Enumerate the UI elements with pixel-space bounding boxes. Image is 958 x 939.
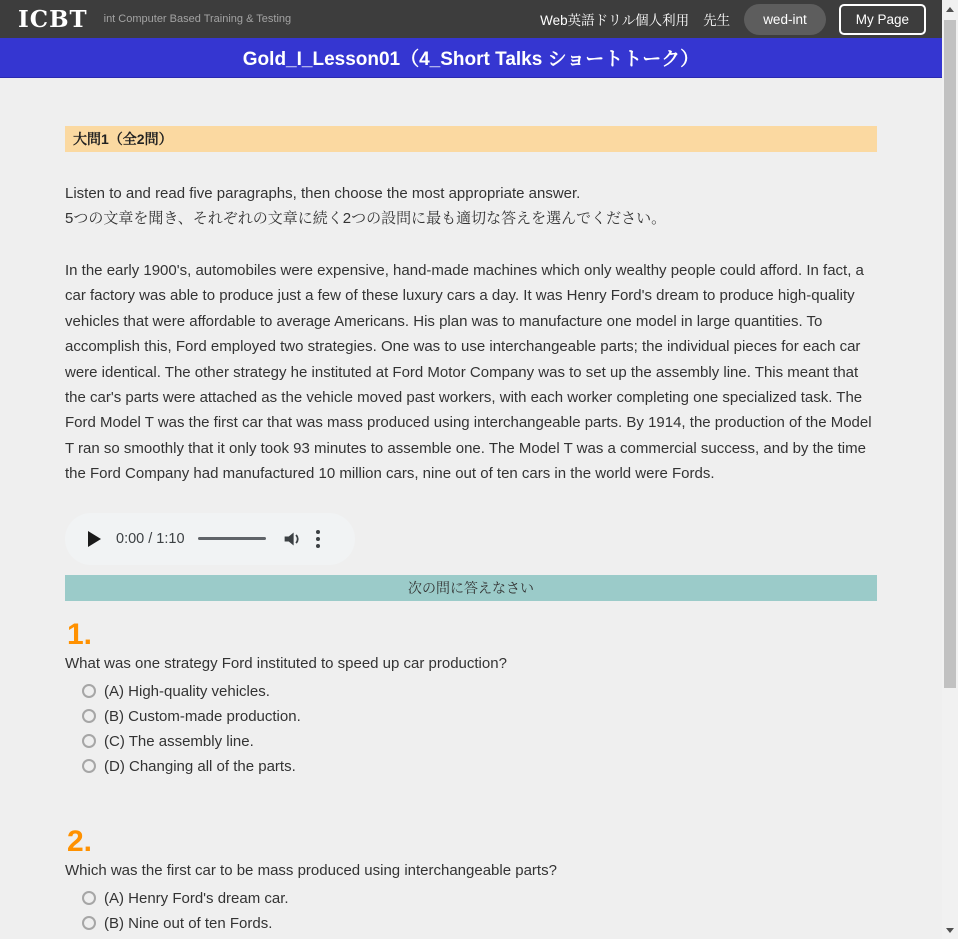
header-right-group <box>540 4 926 35</box>
option-label: (A) Henry Ford's dream car. <box>104 889 289 907</box>
kebab-dot <box>316 537 320 541</box>
option-q2-b[interactable] <box>65 911 877 936</box>
scrollbar-down-arrow[interactable] <box>942 922 958 938</box>
option-q1-c[interactable] <box>65 729 877 754</box>
instruction-english: Listen to and read five paragraphs, then choose the most appropriate answer. <box>65 185 581 202</box>
option-q1-d[interactable] <box>65 754 877 779</box>
option-q1-b[interactable] <box>65 704 877 729</box>
content-area <box>0 126 942 936</box>
lesson-title-bar <box>0 38 942 78</box>
instructions-block <box>65 181 877 231</box>
question-2-number: 2. <box>67 824 93 858</box>
audio-player[interactable] <box>65 513 355 565</box>
option-label: (B) Custom-made production. <box>104 707 301 725</box>
option-q1-a[interactable] <box>65 679 877 704</box>
question-1-number: 1. <box>67 617 93 651</box>
prompt-banner: 次の問に答えなさい <box>65 575 877 601</box>
app-tagline: int Computer Based Training & Testing <box>103 13 292 25</box>
question-1-options <box>65 679 877 779</box>
account-label: Web英語ドリル個人利用 <box>540 13 690 28</box>
question-1-text: What was one strategy Ford instituted to speed up car production? <box>65 654 507 672</box>
scrollbar-thumb[interactable] <box>944 20 956 688</box>
play-icon <box>88 531 101 547</box>
option-label: (C) The assembly line. <box>104 732 254 750</box>
radio-button[interactable] <box>82 709 96 723</box>
top-header <box>0 0 942 38</box>
kebab-dot <box>316 530 320 534</box>
radio-button[interactable] <box>82 734 96 748</box>
radio-button[interactable] <box>82 916 96 930</box>
reading-passage: In the early 1900's, automobiles were expensive, hand-made machines which only wealthy people could afford. In fact, a car factory was able to produce just a few of these luxury cars a day. It was Henry Ford's dream to produce high-quality vehicles that were affordable to average Americans. His plan was to manufacture one model in large quantities. To accomplish this, Ford employed two strategies. One was to use interchangeable parts; the individual pieces for each car were identical. The other strategy he instituted at Ford Motor Company was to set up the assembly line. This meant that the car's parts were attached as the vehicle moved past workers, with each worker completing one specialized task. The Ford Model T was the first car that was mass produced using interchangeable parts. By 1914, the production of the Model T ran so smoothly that it only took 93 minutes to assemble one. The Model T was a commercial success, and by the time the Ford Company had manufactured 10 million cars, nine out of ten cars in the world were Fords. <box>65 262 872 483</box>
my-page-button[interactable]: My Page <box>839 4 926 35</box>
vertical-scrollbar[interactable] <box>942 0 958 939</box>
audio-seek-bar[interactable] <box>198 537 266 540</box>
volume-button[interactable] <box>282 530 302 548</box>
down-arrow-icon <box>946 928 954 933</box>
scrollbar-up-arrow[interactable] <box>942 1 958 17</box>
option-label: (D) Changing all of the parts. <box>104 757 296 775</box>
instruction-japanese: 5つの文章を聞き、それぞれの文章に続く2つの設問に最も適切な答えを選んでください。 <box>65 210 667 227</box>
lesson-title: Gold_I_Lesson01（4_Short Talks ショートトーク） <box>242 49 700 70</box>
up-arrow-icon <box>946 7 954 12</box>
audio-menu-button[interactable] <box>316 528 320 549</box>
option-label: (B) Nine out of ten Fords. <box>104 914 273 932</box>
audio-time: 0:00 / 1:10 <box>116 530 185 547</box>
radio-button[interactable] <box>82 759 96 773</box>
option-q2-a[interactable] <box>65 886 877 911</box>
app-logo: ICBT <box>18 5 88 33</box>
role-label: 先生 <box>703 13 731 28</box>
radio-button[interactable] <box>82 891 96 905</box>
speaker-icon <box>282 530 302 548</box>
kebab-dot <box>316 544 320 548</box>
section-heading: 大問1（全2問） <box>65 126 877 152</box>
question-2-options <box>65 886 877 936</box>
play-button[interactable] <box>81 526 107 552</box>
user-pill-button[interactable]: wed-int <box>744 4 826 35</box>
option-label: (A) High-quality vehicles. <box>104 682 270 700</box>
radio-button[interactable] <box>82 684 96 698</box>
question-2-text: Which was the first car to be mass produced using interchangeable parts? <box>65 861 557 879</box>
